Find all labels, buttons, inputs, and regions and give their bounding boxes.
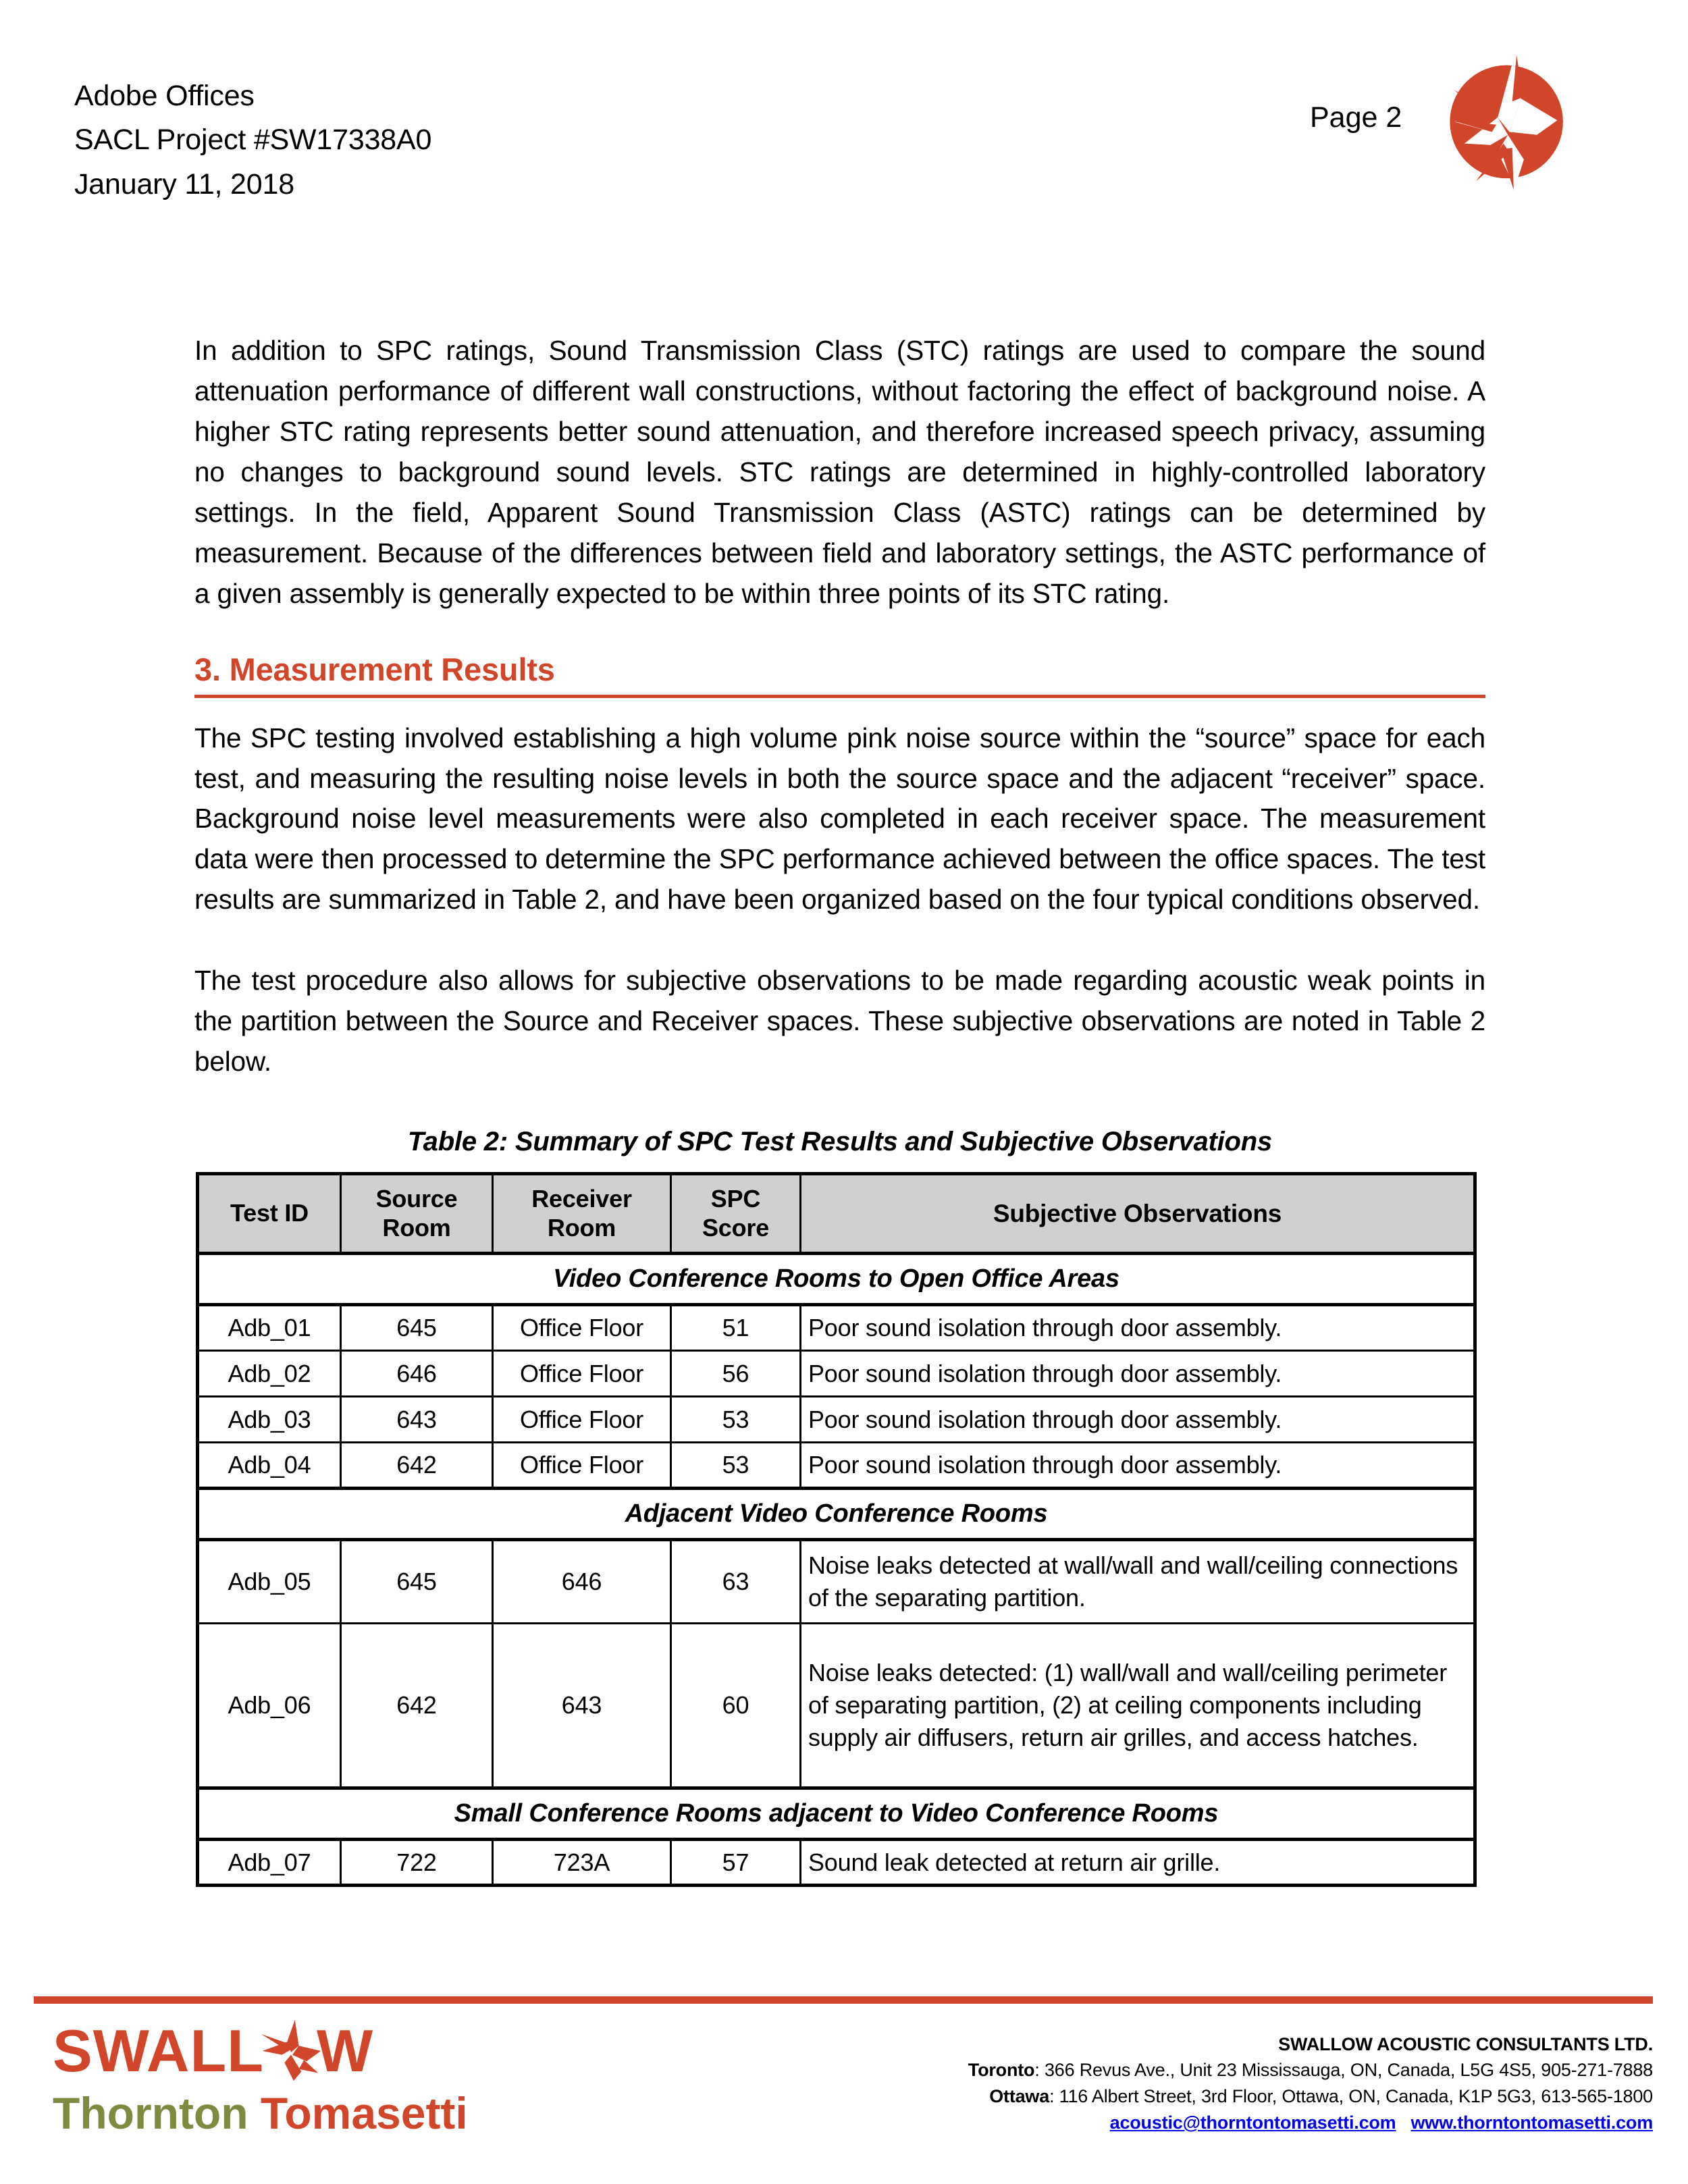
swallow-bird-circle-logo-icon [1428, 51, 1573, 196]
cell-observation: Poor sound isolation through door assembly. [801, 1351, 1475, 1397]
cell-test-id: Adb_02 [198, 1351, 341, 1397]
page-footer [0, 1981, 1688, 2184]
col-header-source-room-line1: Source [375, 1185, 458, 1213]
company-name: SWALLOW ACOUSTIC CONSULTANTS LTD. [1278, 2034, 1653, 2054]
document-body [194, 331, 1485, 1887]
table-section-header [198, 1489, 1475, 1540]
table-row [198, 1397, 1475, 1443]
cell-source-room: 722 [341, 1840, 493, 1886]
document-header-block [74, 74, 431, 207]
table-row [198, 1624, 1475, 1788]
table-body [198, 1254, 1475, 1886]
section-3-heading-block [194, 651, 1485, 698]
cell-source-room: 642 [341, 1443, 493, 1489]
cell-observation: Poor sound isolation through door assembly. [801, 1305, 1475, 1351]
ottawa-office-line [968, 2083, 1653, 2109]
ottawa-label: Ottawa [989, 2085, 1050, 2106]
table-header-row [198, 1174, 1475, 1254]
footer-links [968, 2110, 1653, 2135]
swallow-thornton-tomasetti-logo [53, 2017, 539, 2139]
col-header-receiver-room [493, 1174, 671, 1254]
email-link[interactable]: acoustic@thorntontomasetti.com [1109, 2112, 1396, 2133]
spc-results-table [196, 1172, 1477, 1887]
cell-receiver-room: Office Floor [493, 1351, 671, 1397]
intro-paragraph: In addition to SPC ratings, Sound Transmission Class (STC) ratings are used to compare the sound attenuation performance of different wall constructions, without factoring the effect of background noise. A higher STC rating represents better sound attenuation, and therefore increased speech privacy, assuming no changes to background sound levels. STC ratings are determined in highly-controlled laboratory settings. In the field, Apparent Sound Transmission Class (ASTC) ratings can be determined by measurement. Because of the differences between field and laboratory settings, the ASTC performance of a given assembly is generally expected to be within three points of its STC rating. [194, 335, 1485, 609]
col-header-spc-score-line2: Score [702, 1213, 770, 1242]
cell-source-room: 642 [341, 1624, 493, 1788]
page-number: Page 2 [1310, 101, 1402, 134]
col-header-spc-score [671, 1174, 801, 1254]
cell-observation: Noise leaks detected at wall/wall and wall/ceiling connections of the separating partition. [801, 1540, 1475, 1624]
col-header-test-id: Test ID [198, 1174, 341, 1254]
tomasetti-word: Tomasetti [260, 2087, 468, 2138]
cell-source-room: 643 [341, 1397, 493, 1443]
table-row [198, 1351, 1475, 1397]
footer-contact-block [968, 2031, 1653, 2135]
col-header-receiver-room-line2: Room [547, 1213, 616, 1242]
table-header [198, 1174, 1475, 1254]
cell-test-id: Adb_01 [198, 1305, 341, 1351]
swallow-wordmark-part1: SWALL [53, 2017, 264, 2084]
page-header [0, 0, 1688, 243]
cell-observation: Poor sound isolation through door assembly. [801, 1443, 1475, 1489]
project-client-name: Adobe Offices [74, 80, 255, 112]
website-link[interactable]: www.thorntontomasetti.com [1410, 2112, 1653, 2133]
footer-divider-rule [34, 1996, 1653, 2004]
col-header-spc-score-line1: SPC [710, 1185, 761, 1213]
cell-source-room: 645 [341, 1540, 493, 1624]
ottawa-address: : 116 Albert Street, 3rd Floor, Ottawa, ON, Canada, K1P 5G3, 613-565-1800 [1049, 2085, 1653, 2106]
cell-test-id: Adb_06 [198, 1624, 341, 1788]
table-row [198, 1840, 1475, 1886]
section-title: Adjacent Video Conference Rooms [198, 1489, 1475, 1540]
table-row [198, 1540, 1475, 1624]
cell-test-id: Adb_03 [198, 1397, 341, 1443]
swallow-wordmark [53, 2017, 539, 2084]
cell-observation: Noise leaks detected: (1) wall/wall and wall/ceiling perimeter of separating partition, (2) at ceiling components including supply air diffusers, return air grilles, and access hatches. [801, 1624, 1475, 1788]
section-title: Video Conference Rooms to Open Office Areas [198, 1254, 1475, 1305]
swallow-wordmark-part2: W [316, 2017, 374, 2084]
thornton-word: Thornton [53, 2087, 248, 2138]
document-date: January 11, 2018 [74, 167, 294, 201]
toronto-label: Toronto [968, 2060, 1035, 2081]
paragraph-spacer [194, 940, 1485, 961]
cell-source-room: 645 [341, 1305, 493, 1351]
cell-spc-score: 57 [671, 1840, 801, 1886]
cell-test-id: Adb_07 [198, 1840, 341, 1886]
measurement-paragraph-2: The test procedure also allows for subjective observations to be made regarding acoustic weak points in the partition between the Source and Receiver spaces. These subjective observations are noted in Table 2 below. [194, 965, 1485, 1077]
cell-receiver-room: Office Floor [493, 1443, 671, 1489]
section-heading-rule [194, 695, 1485, 698]
cell-test-id: Adb_04 [198, 1443, 341, 1489]
cell-receiver-room: 723A [493, 1840, 671, 1886]
toronto-address: : 366 Revus Ave., Unit 23 Mississauga, ON, Canada, L5G 4S5, 905-271-7888 [1034, 2060, 1653, 2081]
table-row [198, 1305, 1475, 1351]
cell-spc-score: 63 [671, 1540, 801, 1624]
cell-spc-score: 53 [671, 1397, 801, 1443]
toronto-office-line [968, 2057, 1653, 2083]
cell-spc-score: 60 [671, 1624, 801, 1788]
project-number: SACL Project #SW17338A0 [74, 124, 432, 157]
col-header-source-room [341, 1174, 493, 1254]
cell-observation: Sound leak detected at return air grille. [801, 1840, 1475, 1886]
cell-receiver-room: Office Floor [493, 1397, 671, 1443]
col-header-source-room-line2: Room [382, 1213, 451, 1242]
cell-source-room: 646 [341, 1351, 493, 1397]
cell-spc-score: 56 [671, 1351, 801, 1397]
measurement-paragraph-1: The SPC testing involved establishing a high volume pink noise source within the “source” space for each test, and measuring the resulting noise levels in both the source space and the adjacent “receiver” space. Background noise level measurements were also completed in each receiver space. The measurement data were then processed to determine the SPC performance achieved between the office spaces. The test results are summarized in Table 2, and have been organized based on the four typical conditions observed. [194, 722, 1485, 915]
table-row [198, 1443, 1475, 1489]
cell-observation: Poor sound isolation through door assembly. [801, 1397, 1475, 1443]
cell-spc-score: 53 [671, 1443, 801, 1489]
table-section-header [198, 1254, 1475, 1305]
cell-receiver-room: 646 [493, 1540, 671, 1624]
cell-receiver-room: Office Floor [493, 1305, 671, 1351]
col-header-subjective-observations: Subjective Observations [801, 1174, 1475, 1254]
table-2-caption: Table 2: Summary of SPC Test Results and Subjective Observations [407, 1127, 1273, 1157]
section-3-title: 3. Measurement Results [194, 651, 555, 687]
cell-receiver-room: 643 [493, 1624, 671, 1788]
table-section-header [198, 1788, 1475, 1840]
col-header-receiver-room-line1: Receiver [531, 1185, 632, 1213]
cell-spc-score: 51 [671, 1305, 801, 1351]
section-title: Small Conference Rooms adjacent to Video Conference Rooms [198, 1788, 1475, 1840]
thornton-tomasetti-wordmark [53, 2088, 539, 2139]
cell-test-id: Adb_05 [198, 1540, 341, 1624]
